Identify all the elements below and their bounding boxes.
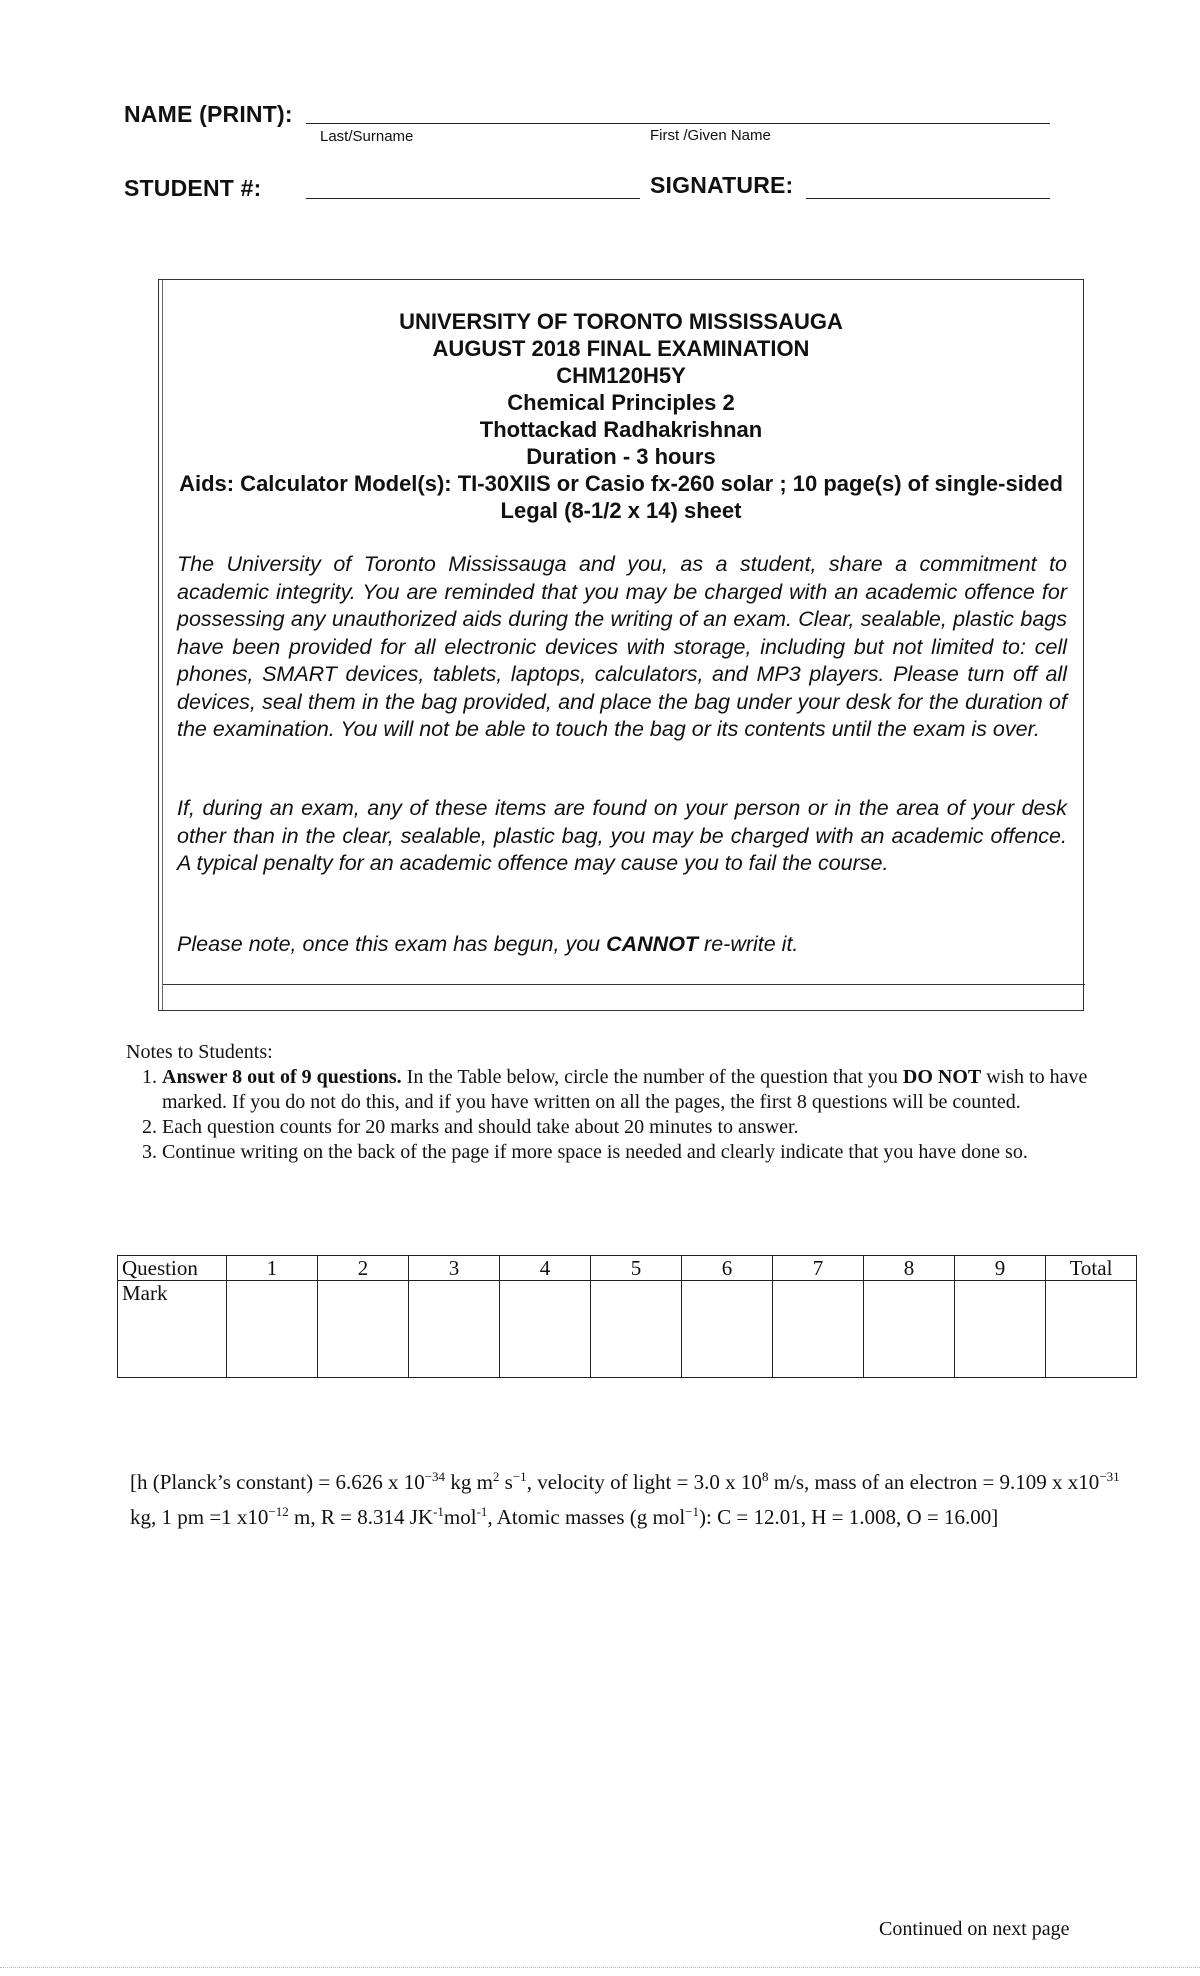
mark-cell-total[interactable]: [1046, 1281, 1137, 1378]
const-masses: , Atomic masses (g mol: [487, 1505, 686, 1529]
const-h-unit: kg m: [445, 1470, 493, 1494]
mark-label: Mark: [118, 1281, 227, 1378]
question-5-cell[interactable]: 5: [591, 1256, 682, 1281]
question-2-cell[interactable]: 2: [318, 1256, 409, 1281]
question-8-cell[interactable]: 8: [864, 1256, 955, 1281]
name-label: NAME (PRINT):: [124, 101, 293, 127]
course-title: Chemical Principles 2: [507, 390, 735, 415]
const-c: , velocity of light = 3.0 x 10: [526, 1470, 762, 1494]
rewrite-notice-emphasis: CANNOT: [606, 932, 699, 956]
note-1-text: In the Table below, circle the number of the question that you: [401, 1066, 903, 1088]
const-pm: kg, 1 pm =1 x10: [130, 1505, 269, 1529]
exam-info-box: [158, 279, 1084, 1011]
student-number-label: STUDENT #:: [124, 175, 262, 201]
const-s-exp: −1: [512, 1469, 527, 1484]
mark-cell-5[interactable]: [591, 1281, 682, 1378]
course-code: CHM120H5Y: [556, 363, 686, 388]
notes-title: Notes to Students:: [126, 1041, 273, 1063]
mark-cell-6[interactable]: [682, 1281, 773, 1378]
notes-list: [126, 1065, 1136, 1165]
mark-cell-9[interactable]: [955, 1281, 1046, 1378]
const-me-exp: −31: [1099, 1469, 1120, 1484]
box-divider: [163, 984, 1085, 985]
first-name-caption: First /Given Name: [650, 127, 771, 144]
total-label: Total: [1046, 1256, 1137, 1281]
permitted-aids: Aids: Calculator Model(s): TI-30XIIS or Casio fx-260 solar ; 10 page(s) of single-sided Legal (8-1/2 x 14) sheet: [179, 471, 1063, 523]
signature-line[interactable]: [806, 198, 1050, 199]
instructor-name: Thottackad Radhakrishnan: [479, 417, 763, 442]
const-me: m/s, mass of an electron = 9.109 x x10: [768, 1470, 1100, 1494]
mark-cell-3[interactable]: [409, 1281, 500, 1378]
note-item-1: [162, 1065, 1136, 1115]
const-s-unit: s: [499, 1470, 513, 1494]
const-m-exp: 2: [492, 1469, 500, 1484]
const-masses-values: ): C = 12.01, H = 1.008, O = 16.00]: [699, 1505, 999, 1529]
signature-label: SIGNATURE:: [650, 172, 794, 198]
const-r-mol: mol: [443, 1505, 477, 1529]
const-r: m, R = 8.314 JK: [288, 1505, 434, 1529]
mark-row: [118, 1281, 1137, 1378]
question-label: Question: [118, 1256, 227, 1281]
mark-cell-2[interactable]: [318, 1281, 409, 1378]
mark-cell-1[interactable]: [227, 1281, 318, 1378]
page-bottom-edge: [0, 1967, 1200, 1968]
note-1-text-2: wish to have marked. If you do not do this, and if you have written on all the pages, the first 8 questions will be counted.: [162, 1066, 1088, 1113]
continued-note: Continued on next page: [879, 1918, 1070, 1940]
rewrite-notice: [177, 931, 1067, 959]
question-3-cell[interactable]: 3: [409, 1256, 500, 1281]
student-number-line[interactable]: [306, 198, 640, 199]
question-row: [118, 1256, 1137, 1281]
physical-constants: [130, 1462, 1130, 1532]
name-line[interactable]: [306, 123, 1050, 124]
const-masses-exp: −1: [685, 1504, 700, 1519]
mark-cell-8[interactable]: [864, 1281, 955, 1378]
question-4-cell[interactable]: 4: [500, 1256, 591, 1281]
question-1-cell[interactable]: 1: [227, 1256, 318, 1281]
integrity-paragraph: The University of Toronto Mississauga and you, as a student, share a commitment to academic integrity. You are reminded that you may be charged with an academic offence for possessing any unauthorized aids during the writing of an exam. Clear, sealable, plastic bags have been provided for all electronic devices with storage, including but not limited to: cell phones, SMART devices, tablets, laptops, calculators, and MP3 players. Please turn off all devices, seal them in the bag provided, and place the bag under your desk for the duration of the examination. You will not be able to touch the bag or its contents until the exam is over.: [177, 552, 1067, 741]
const-h-exp: −34: [424, 1469, 446, 1484]
note-item-2: 2. Each question counts for 20 marks and should take about 20 minutes to answer.: [162, 1115, 1136, 1140]
note-item-3: 3. Continue writing on the back of the page if more space is needed and clearly indicate that you have done so.: [162, 1140, 1136, 1165]
note-1-bold-2: DO NOT: [902, 1066, 982, 1088]
const-pm-exp: −12: [268, 1504, 289, 1519]
exam-duration: Duration - 3 hours: [526, 444, 716, 469]
question-9-cell[interactable]: 9: [955, 1256, 1046, 1281]
const-c-exp: 8: [761, 1469, 769, 1484]
const-h: [h (Planck’s constant) = 6.626 x 10: [130, 1470, 425, 1494]
question-7-cell[interactable]: 7: [773, 1256, 864, 1281]
exam-session: AUGUST 2018 FINAL EXAMINATION: [432, 336, 810, 361]
rewrite-notice-end: re-write it.: [698, 932, 799, 956]
last-name-caption: Last/Surname: [320, 128, 414, 145]
notes-to-students: [126, 1040, 1136, 1165]
university-title: UNIVERSITY OF TORONTO MISSISSAUGA: [399, 309, 843, 334]
const-r-exp-1: -1: [433, 1504, 444, 1519]
question-6-cell[interactable]: 6: [682, 1256, 773, 1281]
mark-cell-4[interactable]: [500, 1281, 591, 1378]
marks-table: [117, 1255, 1137, 1378]
note-1-bold: Answer 8 out of 9 questions.: [162, 1066, 402, 1088]
const-r-exp-2: -1: [476, 1504, 488, 1519]
mark-cell-7[interactable]: [773, 1281, 864, 1378]
rewrite-notice-start: Please note, once this exam has begun, you: [177, 932, 607, 956]
penalty-paragraph: If, during an exam, any of these items are found on your person or in the area of your desk other than in the clear, sealable, plastic bag, you may be charged with an academic offence. A typical penalty for an academic offence may cause you to fail the course.: [177, 796, 1067, 875]
